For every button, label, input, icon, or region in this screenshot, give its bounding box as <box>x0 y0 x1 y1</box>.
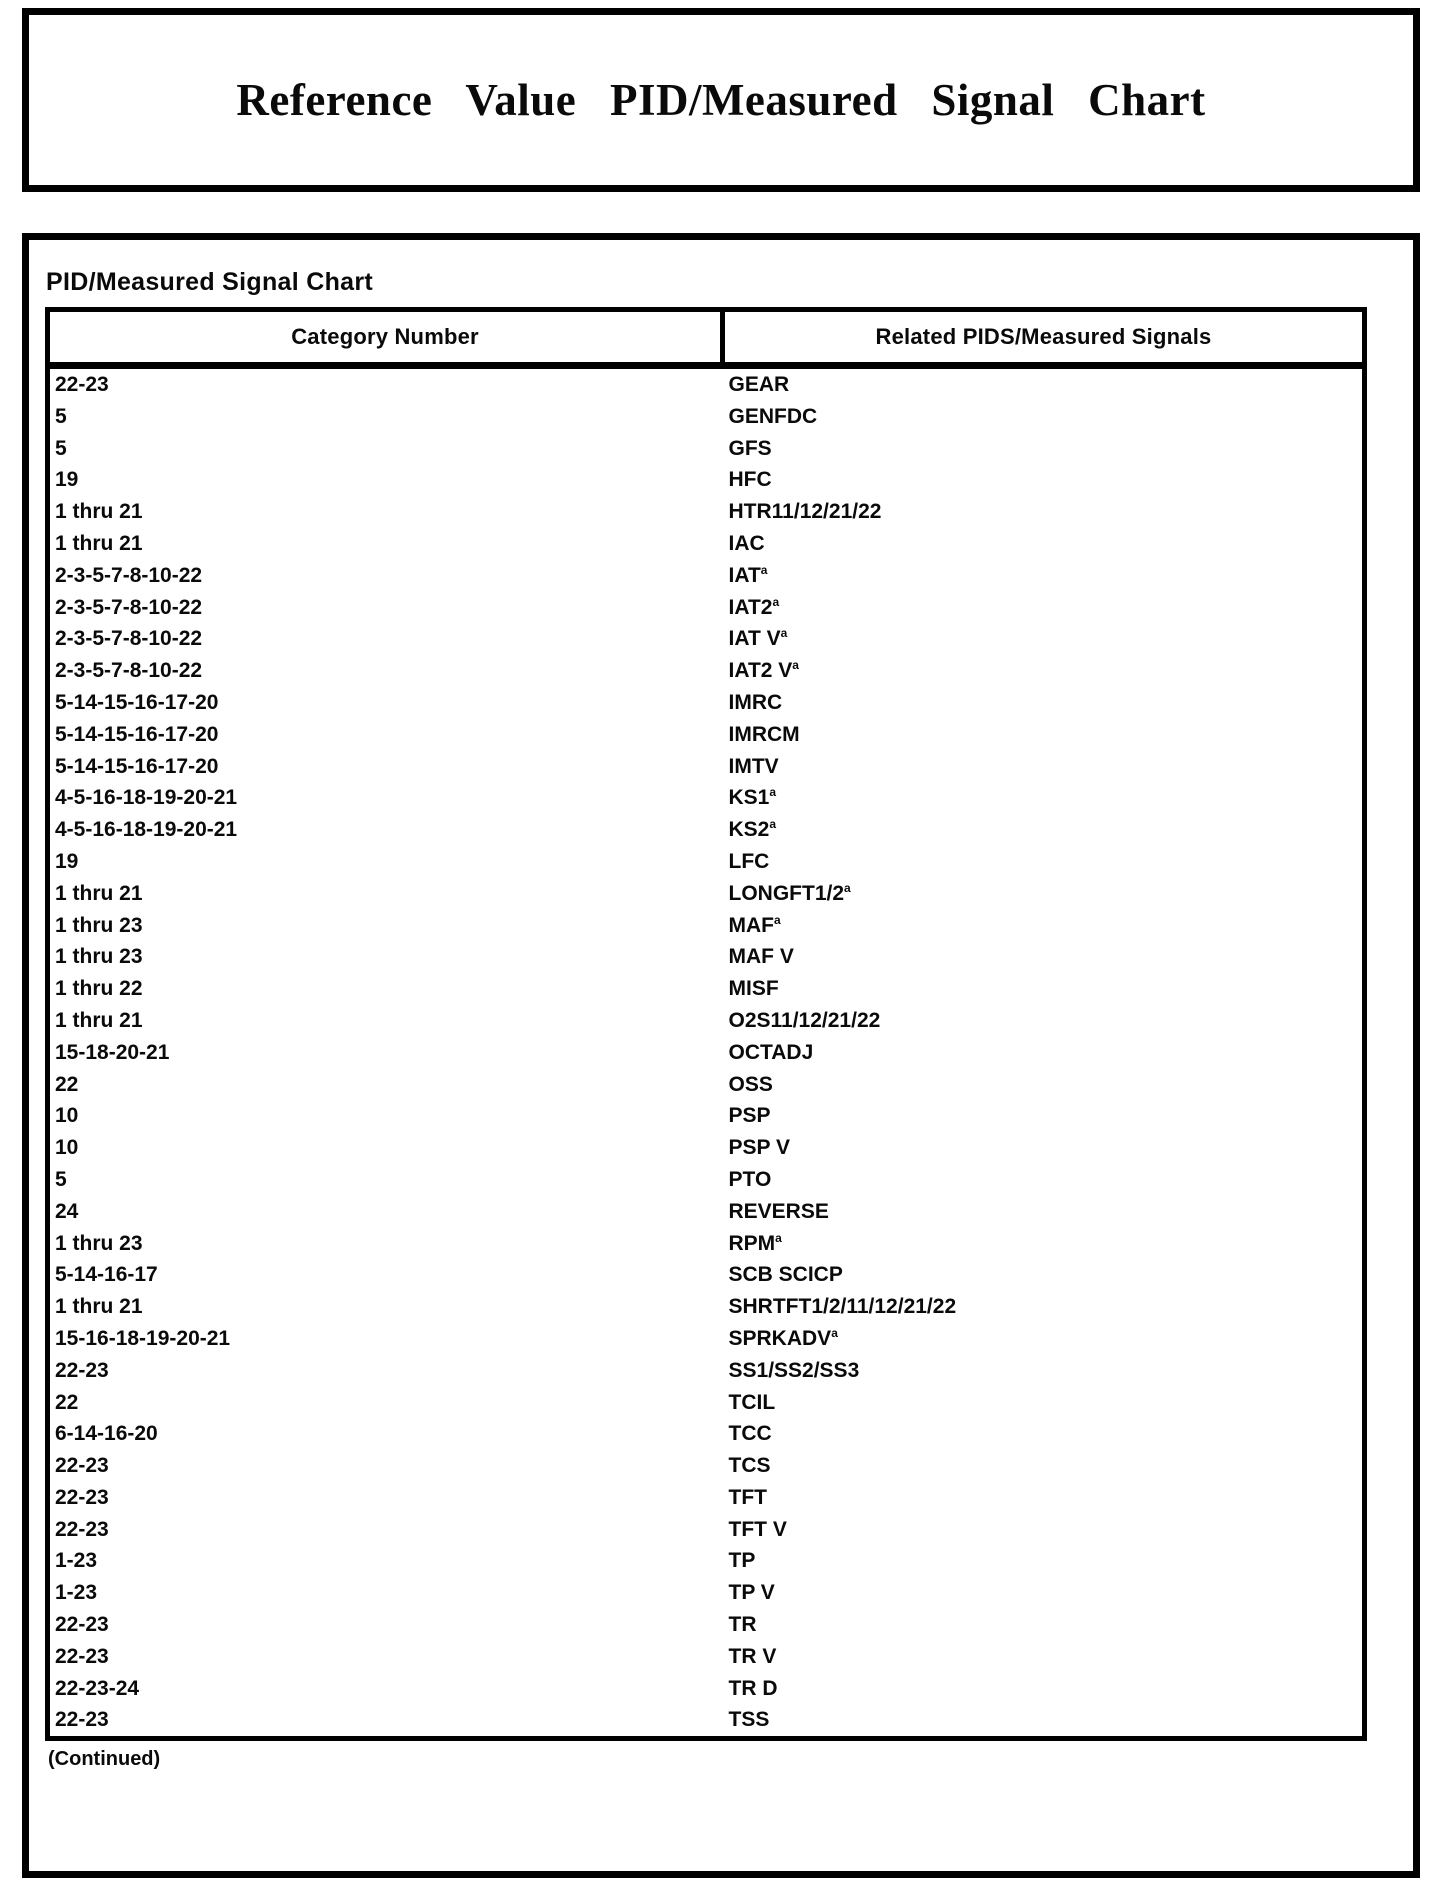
related-pid-signal-cell: HFC <box>728 468 772 492</box>
related-pid-signal-cell: TR D <box>728 1676 778 1700</box>
related-pid-signal-cell: TCIL <box>728 1390 776 1414</box>
related-pid-signal-cell: GEAR <box>728 373 790 396</box>
table-row <box>48 1609 1365 1641</box>
category-number-cell: 22-23 <box>55 1485 109 1509</box>
related-pid-signal-cell: TP V <box>728 1581 775 1605</box>
table-row <box>48 1037 1365 1069</box>
related-pid-signal-cell: REVERSE <box>728 1199 829 1223</box>
category-number-cell: 22-23-24 <box>55 1676 140 1700</box>
category-number-cell: 22-23 <box>55 1644 109 1668</box>
table-row <box>48 528 1365 560</box>
category-number-cell: 1 thru 23 <box>55 945 143 969</box>
table-row <box>48 1228 1365 1260</box>
table-row <box>48 1196 1365 1228</box>
table-row <box>48 1545 1365 1577</box>
category-number-cell: 22 <box>55 1390 79 1414</box>
table-row <box>48 1291 1365 1323</box>
category-number-cell: 5-14-15-16-17-20 <box>55 690 219 714</box>
related-pid-signal-cell: TR <box>728 1613 757 1637</box>
related-pid-signal-cell: SS1/SS2/SS3 <box>728 1358 860 1382</box>
table-row <box>48 1704 1365 1738</box>
related-pid-signal-cell: TCC <box>728 1422 772 1446</box>
content-box <box>22 233 1420 1878</box>
category-number-cell: 5 <box>55 436 67 460</box>
table-row <box>48 973 1365 1005</box>
footnote-marker: a <box>760 562 768 577</box>
category-number-cell: 19 <box>55 468 79 492</box>
category-number-cell: 1-23 <box>55 1549 98 1573</box>
table-row <box>48 1577 1365 1609</box>
section-heading: PID/Measured Signal Chart <box>46 268 374 296</box>
table-row <box>48 782 1365 814</box>
category-number-cell: 6-14-16-20 <box>55 1422 158 1446</box>
table-header <box>48 310 1365 366</box>
footnote-marker: a <box>769 817 777 832</box>
related-pid-signal-cell: GFS <box>728 436 772 460</box>
related-pid-signal-cell: PSP <box>728 1104 771 1128</box>
category-number-cell: 22-23 <box>55 1708 109 1732</box>
table-row <box>48 1069 1365 1101</box>
category-number-cell: 2-3-5-7-8-10-22 <box>55 563 203 587</box>
column-header-category-number: Category Number <box>48 310 723 366</box>
footnote-marker: a <box>769 785 777 800</box>
related-pid-signal-cell: OSS <box>728 1072 773 1096</box>
category-number-cell: 1 thru 22 <box>55 977 143 1001</box>
category-number-cell: 22-23 <box>55 1613 109 1637</box>
related-pid-signal-cell: TFT <box>728 1485 767 1509</box>
category-number-cell: 1 thru 21 <box>55 881 143 905</box>
related-pid-signal-cell: MISF <box>728 977 779 1001</box>
table-row <box>48 1673 1365 1705</box>
table-row <box>48 1100 1365 1132</box>
category-number-cell: 22 <box>55 1072 79 1096</box>
table-row <box>48 687 1365 719</box>
table-row <box>48 941 1365 973</box>
related-pid-signal-cell: TSS <box>728 1708 770 1732</box>
category-number-cell: 1 thru 21 <box>55 531 143 555</box>
related-pid-signal-cell: SPRKADV$^a$ <box>728 1325 838 1350</box>
footnote-marker: a <box>792 658 799 673</box>
table-body <box>48 366 1365 1739</box>
table-row <box>48 910 1365 942</box>
table-row <box>48 1323 1365 1355</box>
related-pid-signal-cell: IMRCM <box>728 722 800 746</box>
related-pid-signal-cell: TFT V <box>728 1517 787 1541</box>
category-number-cell: 4-5-16-18-19-20-21 <box>55 786 238 810</box>
table-row <box>48 560 1365 592</box>
category-number-cell: 2-3-5-7-8-10-22 <box>55 627 203 651</box>
category-number-cell: 10 <box>55 1136 79 1160</box>
table-row <box>48 1450 1365 1482</box>
related-pid-signal-cell: RPM$^a$ <box>728 1230 782 1255</box>
table-row <box>48 401 1365 433</box>
related-pid-signal-cell: IMTV <box>728 754 779 778</box>
category-number-cell: 5 <box>55 1167 67 1191</box>
related-pid-signal-cell: SHRTFT1/2/11/12/21/22 <box>728 1295 957 1319</box>
related-pid-signal-cell: IAT2 $V^a$ <box>728 658 799 683</box>
category-number-cell: 22-23 <box>55 373 109 396</box>
footnote-marker: a <box>831 1325 838 1340</box>
related-pid-signal-cell: TP <box>728 1549 756 1573</box>
category-number-cell: 2-3-5-7-8-10-22 <box>55 659 203 683</box>
category-number-cell: 5-14-16-17 <box>55 1263 158 1287</box>
related-pid-signal-cell: KS2$^a$ <box>728 817 777 842</box>
table-row <box>48 846 1365 878</box>
footnote-marker: a <box>775 1230 782 1245</box>
category-number-cell: 4-5-16-18-19-20-21 <box>55 818 238 842</box>
table-row <box>48 366 1365 401</box>
category-number-cell: 1 thru 23 <box>55 913 143 937</box>
footnote-marker: a <box>772 594 780 609</box>
category-number-cell: 15-16-18-19-20-21 <box>55 1326 231 1350</box>
table-row <box>48 592 1365 624</box>
related-pid-signal-cell: PTO <box>728 1167 772 1191</box>
related-pid-signal-cell: OCTADJ <box>728 1040 814 1064</box>
related-pid-signal-cell: IAT $V^a$ <box>728 626 788 651</box>
table-row <box>48 1387 1365 1419</box>
related-pid-signal-cell: IAC <box>728 531 765 555</box>
category-number-cell: 22-23 <box>55 1454 109 1478</box>
footnote-marker: a <box>780 626 788 641</box>
category-number-cell: 2-3-5-7-8-10-22 <box>55 595 203 619</box>
table-row <box>48 623 1365 655</box>
table-row <box>48 878 1365 910</box>
related-pid-signal-cell: IMRC <box>728 690 783 714</box>
table-row <box>48 433 1365 465</box>
related-pid-signal-cell: SCB SCICP <box>728 1263 843 1287</box>
pid-signal-table <box>45 307 1367 1741</box>
table-row <box>48 655 1365 687</box>
table-row <box>48 1641 1365 1673</box>
related-pid-signal-cell: O2S11/12/21/22 <box>728 1008 881 1032</box>
related-pid-signal-cell: GENFDC <box>728 404 818 428</box>
category-number-cell: 1 thru 21 <box>55 1008 143 1032</box>
table-row <box>48 1132 1365 1164</box>
title-box <box>22 8 1420 192</box>
related-pid-signal-cell: MAF$^a$ <box>728 912 781 937</box>
category-number-cell: 5 <box>55 404 67 428</box>
table-row <box>48 1259 1365 1291</box>
table-row <box>48 1482 1365 1514</box>
category-number-cell: 22-23 <box>55 1517 109 1541</box>
category-number-cell: 19 <box>55 849 79 873</box>
continued-label: (Continued) <box>48 1748 161 1771</box>
table-row <box>48 1418 1365 1450</box>
category-number-cell: 5-14-15-16-17-20 <box>55 722 219 746</box>
category-number-cell: 1-23 <box>55 1581 98 1605</box>
table-row <box>48 496 1365 528</box>
column-header-related-pids: Related PIDS/Measured Signals <box>875 324 1212 349</box>
related-pid-signal-cell: LONGFT1/2$^a$ <box>728 880 851 905</box>
page-title: Reference Value PID/Measured Signal Chart <box>236 75 1206 125</box>
category-number-cell: 1 thru 21 <box>55 500 143 524</box>
category-number-cell: 22-23 <box>55 1358 109 1382</box>
footnote-marker: a <box>844 880 851 895</box>
related-pid-signal-cell: LFC <box>728 849 770 873</box>
category-number-cell: 1 thru 23 <box>55 1231 143 1255</box>
table-row <box>48 1355 1365 1387</box>
header-row <box>48 310 1365 366</box>
table-row <box>48 751 1365 783</box>
category-number-cell: 24 <box>55 1199 79 1223</box>
related-pid-signal-cell: IAT2$^a$ <box>728 594 780 619</box>
category-number-cell: 10 <box>55 1104 79 1128</box>
related-pid-signal-cell: PSP V <box>728 1136 790 1160</box>
related-pid-signal-cell: MAF V <box>728 945 794 969</box>
related-pid-signal-cell: TCS <box>728 1454 771 1478</box>
related-pid-signal-cell: HTR11/12/21/22 <box>728 500 882 524</box>
table-row <box>48 1514 1365 1546</box>
footnote-marker: a <box>774 912 781 927</box>
table-row <box>48 814 1365 846</box>
related-pid-signal-cell: KS1$^a$ <box>728 785 777 810</box>
table-row <box>48 1005 1365 1037</box>
related-pid-signal-cell: IAT$^a$ <box>728 562 768 587</box>
category-number-cell: 5-14-15-16-17-20 <box>55 754 219 778</box>
related-pid-signal-cell: TR V <box>728 1644 777 1668</box>
table-row <box>48 719 1365 751</box>
table-row <box>48 1164 1365 1196</box>
table-row <box>48 464 1365 496</box>
category-number-cell: 15-18-20-21 <box>55 1040 170 1064</box>
category-number-cell: 1 thru 21 <box>55 1295 143 1319</box>
